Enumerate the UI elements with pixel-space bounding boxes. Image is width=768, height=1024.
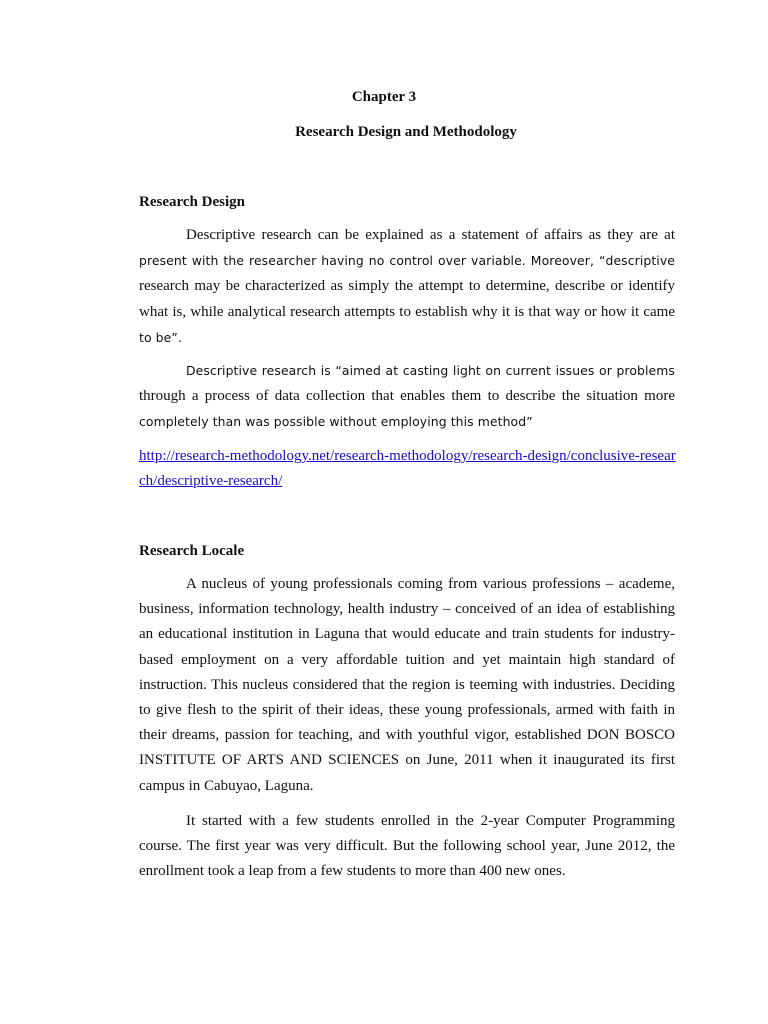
chapter-label: Chapter 3 bbox=[351, 89, 417, 105]
paragraph-text: present with the researcher having no control over variable. Moreover, “descriptive bbox=[139, 253, 675, 269]
paragraph-descriptive-research-2 bbox=[139, 358, 675, 436]
paragraph-descriptive-research-1 bbox=[139, 223, 675, 351]
source-link[interactable]: http://research-methodology.net/research-methodology/research-design/conclusive-research/descriptive-research/ bbox=[139, 448, 676, 489]
section-heading-research-locale: Research Locale bbox=[139, 543, 245, 559]
chapter-title: Research Design and Methodology bbox=[295, 124, 517, 140]
paragraph-text: through a process of data collection that enables them to describe the situation more bbox=[139, 388, 675, 405]
paragraph-text: to be”. bbox=[139, 329, 182, 345]
paragraph-text: completely than was possible without employing this method” bbox=[139, 414, 533, 430]
paragraph-research-locale-2: It started with a few students enrolled in the 2-year Computer Programming course. The first year was very difficult. But the following school year, June 2012, the enrollment took a leap from a few students to more than 400 new ones. bbox=[139, 813, 675, 880]
paragraph-text: Descriptive research can be explained as a statement of affairs as they are at bbox=[186, 227, 675, 243]
paragraph-text: Descriptive research is “aimed at casting light on current issues or problems bbox=[186, 363, 675, 378]
paragraph-text: research may be characterized as simply the attempt to determine, describe or identify what is, while analytical research attempts to establish why it is that way or how it came bbox=[139, 278, 675, 320]
paragraph-research-locale-1: A nucleus of young professionals coming from various professions – academe, business, information technology, health industry – conceived of an idea of establishing an educational institution in Laguna that would educate and train students for industry-based employment on a very affordable tuition and yet maintain high standard of instruction. This nucleus considered that the region is teeming with industries. Deciding to give flesh to the spirit of their ideas, these young professionals, armed with faith in their dreams, passion for teaching, and with youthful vigor, established DON BOSCO INSTITUTE OF ARTS AND SCIENCES on June, 2011 when it inaugurated its first campus in Cabuyao, Laguna. bbox=[139, 576, 675, 794]
section-heading-research-design: Research Design bbox=[139, 194, 245, 210]
